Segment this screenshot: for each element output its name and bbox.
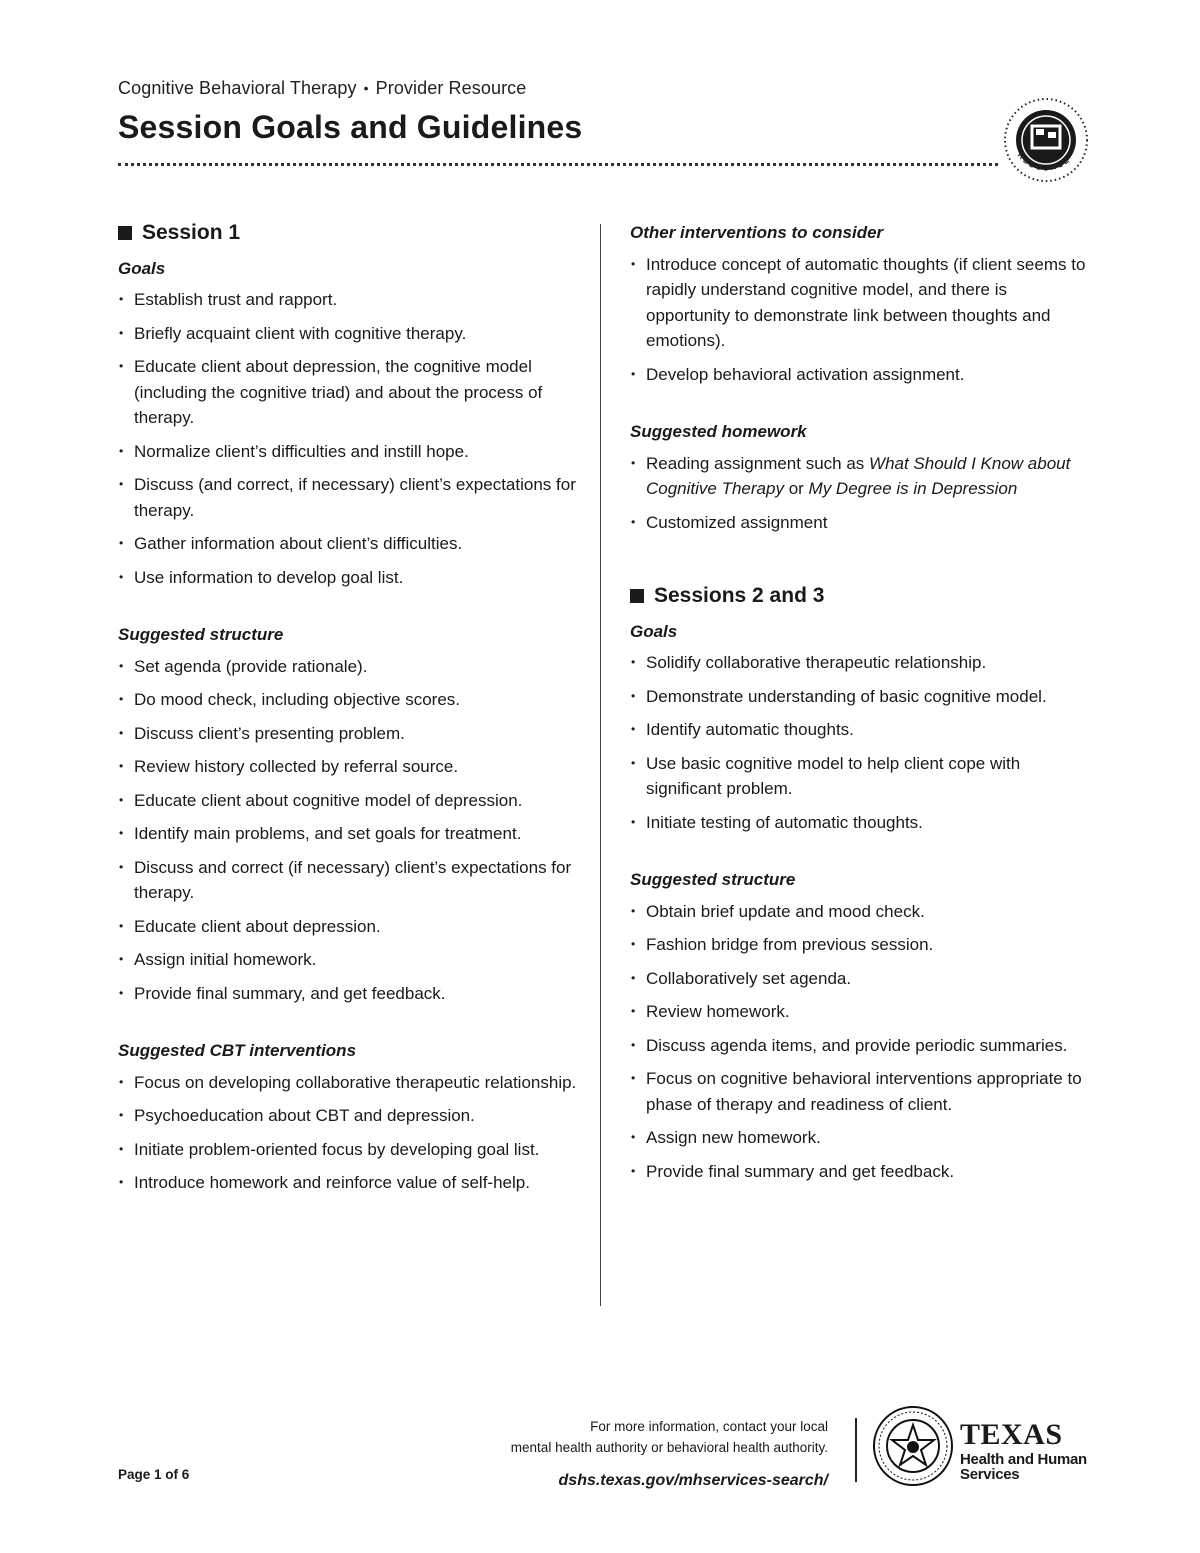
list-item: • Initiate problem-oriented focus by developing goal list.	[118, 1137, 578, 1163]
list-item: • Gather information about client’s difficulties.	[118, 531, 578, 557]
right-column	[630, 220, 1090, 1192]
list-item: • Discuss (and correct, if necessary) client’s expectations for therapy.	[118, 472, 578, 523]
column-divider	[600, 224, 601, 1306]
list-item: • Discuss client’s presenting problem.	[118, 721, 578, 747]
other-interventions-label: Other interventions to consider	[630, 223, 884, 242]
session-1-interventions-label: Suggested CBT interventions	[118, 1041, 357, 1060]
list-item: • Educate client about depression, the cognitive model (including the cognitive triad) and about the process of therapy.	[118, 354, 578, 431]
list-item: • Identify main problems, and set goals for treatment.	[118, 821, 578, 847]
list-item: • Set agenda (provide rationale).	[118, 654, 578, 680]
list-item: • Focus on developing collaborative therapeutic relationship.	[118, 1070, 578, 1096]
list-item: • Provide final summary and get feedback.	[630, 1159, 1090, 1185]
list-item: • Provide final summary, and get feedback.	[118, 981, 578, 1007]
list-item: • Focus on cognitive behavioral interventions appropriate to phase of therapy and readiness of client.	[630, 1066, 1090, 1117]
hhs-logo-line-2: Health and Human	[960, 1451, 1087, 1468]
list-item: • Review homework.	[630, 999, 1090, 1025]
homework-title-1: What Should I Know about Cognitive Therapy	[646, 453, 1071, 498]
square-bullet-icon	[630, 589, 644, 603]
session-1-goals-list	[118, 287, 578, 590]
list-item: • Use basic cognitive model to help client cope with significant problem.	[630, 751, 1090, 802]
kicker-series: Cognitive Behavioral Therapy	[118, 78, 357, 98]
list-item: • Initiate testing of automatic thoughts.	[630, 810, 1090, 836]
list-item: • Develop behavioral activation assignment.	[630, 362, 1090, 388]
footer-contact	[511, 1416, 828, 1491]
list-item: • Identify automatic thoughts.	[630, 717, 1090, 743]
kicker-separator: •	[363, 80, 369, 96]
session-1-interventions-list	[118, 1070, 578, 1196]
list-item: • Solidify collaborative therapeutic relationship.	[630, 650, 1090, 676]
page-title: Session Goals and Guidelines	[118, 109, 583, 145]
hhs-logo	[960, 1420, 1087, 1482]
badge-label: RESOURCE	[1015, 150, 1073, 173]
sessions-2-3-heading	[630, 583, 1090, 609]
list-item: • Discuss and correct (if necessary) client’s expectations for therapy.	[118, 855, 578, 906]
footer-info-line-2: mental health authority or behavioral health authority.	[510, 1440, 828, 1455]
list-item: • Normalize client’s difficulties and instill hope.	[118, 439, 578, 465]
footer-divider	[855, 1418, 857, 1482]
list-item: • Customized assignment	[630, 510, 1090, 536]
list-item: • Introduce concept of automatic thoughts (if client seems to rapidly understand cognitive model, and there is opportunity to demonstrate link between thoughts and emotions).	[630, 252, 1090, 354]
document-kicker	[118, 78, 1108, 99]
footer-info-line-1: For more information, contact your local	[590, 1419, 828, 1434]
list-item: • Assign new homework.	[630, 1125, 1090, 1151]
homework-or: or	[783, 479, 809, 498]
session-1-structure-label: Suggested structure	[118, 625, 284, 644]
list-item: • Collaboratively set agenda.	[630, 966, 1090, 992]
list-item: • Review history collected by referral source.	[118, 754, 578, 780]
page-header	[118, 78, 1108, 146]
texas-seal-icon	[872, 1405, 954, 1487]
left-column	[118, 220, 578, 1204]
hhs-logo-line-3: Services	[960, 1466, 1020, 1483]
sessions-2-3-structure-label: Suggested structure	[630, 870, 796, 889]
session-1-structure-list	[118, 654, 578, 1007]
kicker-type: Provider Resource	[375, 78, 527, 98]
sessions-2-3-goals-label: Goals	[630, 621, 678, 641]
list-item: • Educate client about cognitive model of depression.	[118, 788, 578, 814]
session-1-goals-label: Goals	[118, 258, 166, 278]
page-number: Page 1 of 6	[118, 1467, 190, 1482]
square-bullet-icon	[118, 226, 132, 240]
list-item: • Obtain brief update and mood check.	[630, 899, 1090, 925]
homework-prefix: Reading assignment such as	[646, 453, 870, 473]
suggested-homework-list	[630, 451, 1090, 536]
resource-badge-icon	[1000, 96, 1092, 188]
list-item: • Demonstrate understanding of basic cognitive model.	[630, 684, 1090, 710]
list-item: • Educate client about depression.	[118, 914, 578, 940]
homework-title-2: My Degree is in Depression	[808, 479, 1018, 498]
other-interventions-list	[630, 252, 1090, 388]
session-1-heading	[118, 220, 578, 246]
list-item	[630, 451, 1090, 502]
list-item: • Psychoeducation about CBT and depression.	[118, 1103, 578, 1129]
sessions-2-3-title: Sessions 2 and 3	[654, 584, 825, 607]
list-item: • Assign initial homework.	[118, 947, 578, 973]
list-item: • Use information to develop goal list.	[118, 565, 578, 591]
list-item: • Briefly acquaint client with cognitive therapy.	[118, 321, 578, 347]
header-dotted-rule	[118, 163, 998, 166]
session-1-title: Session 1	[142, 221, 241, 244]
list-item: • Fashion bridge from previous session.	[630, 932, 1090, 958]
list-item: • Introduce homework and reinforce value of self-help.	[118, 1170, 578, 1196]
list-item: • Establish trust and rapport.	[118, 287, 578, 313]
suggested-homework-label: Suggested homework	[630, 422, 807, 441]
sessions-2-3-structure-list	[630, 899, 1090, 1185]
list-item: • Do mood check, including objective scores.	[118, 687, 578, 713]
hhs-logo-line-1: TEXAS	[960, 1418, 1063, 1451]
list-item: • Discuss agenda items, and provide periodic summaries.	[630, 1033, 1090, 1059]
footer-url-link[interactable]: dshs.texas.gov/mhservices-search/	[558, 1472, 828, 1489]
sessions-2-3-goals-list	[630, 650, 1090, 835]
